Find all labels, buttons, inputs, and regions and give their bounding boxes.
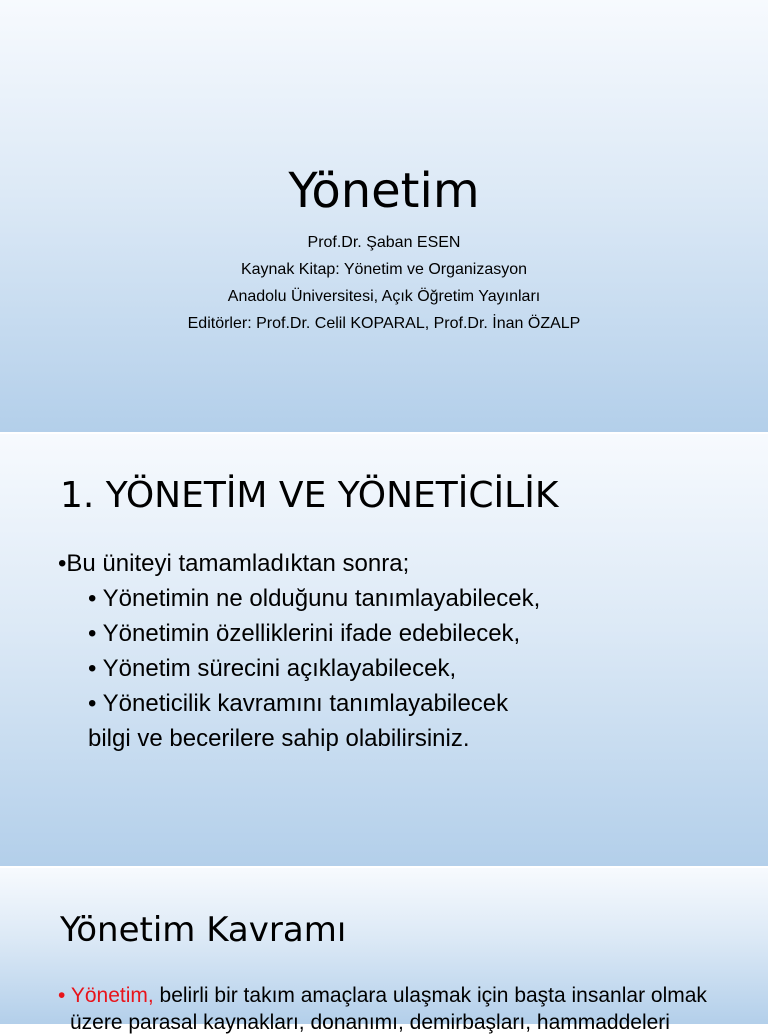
author-line: Prof.Dr. Şaban ESEN	[307, 234, 461, 251]
bullet-icon: •	[88, 655, 97, 682]
intro-text: Bu üniteyi tamamladıktan sonra;	[66, 550, 410, 577]
definition-line: üzere parasal kaynakları, donanımı, demirbaşları, hammaddeleri	[70, 1011, 670, 1034]
definition-line: • Yönetim, belirli bir takım amaçlara ulaşmak için başta insanlar olmak	[58, 984, 707, 1007]
editors-line: Editörler: Prof.Dr. Celil KOPARAL, Prof.Dr. İnan ÖZALP	[187, 315, 581, 332]
bullet-icon: •	[88, 620, 97, 647]
source-book-line: Kaynak Kitap: Yönetim ve Organizasyon	[240, 261, 528, 278]
bullet-icon: •	[88, 690, 97, 717]
term-highlight: Yönetim,	[70, 984, 154, 1007]
slide-subtitle-block	[0, 229, 768, 337]
bullet-icon: •	[88, 585, 97, 612]
list-item	[58, 546, 540, 581]
publisher-line: Anadolu Üniversitesi, Açık Öğretim Yayınları	[227, 288, 541, 305]
objectives-list	[58, 546, 540, 756]
list-item: • Yönetimin özelliklerini ifade edebilecek,	[88, 620, 521, 647]
definition-paragraph	[58, 982, 718, 1036]
bullet-icon: •	[58, 984, 66, 1007]
slide-title: Yönetim	[288, 163, 480, 219]
section-title: 1. YÖNETİM VE YÖNETİCİLİK	[60, 475, 559, 516]
list-item: • Yöneticilik kavramını tanımlayabilecek	[88, 690, 509, 717]
section-title: Yönetim Kavramı	[60, 910, 347, 950]
list-item: • Yönetimin ne olduğunu tanımlayabilecek,	[88, 585, 541, 612]
bullet-icon: •	[58, 550, 67, 577]
list-item: • Yönetim sürecini açıklayabilecek,	[88, 655, 457, 682]
closing-line: bilgi ve becerilere sahip olabilirsiniz.	[88, 725, 470, 752]
